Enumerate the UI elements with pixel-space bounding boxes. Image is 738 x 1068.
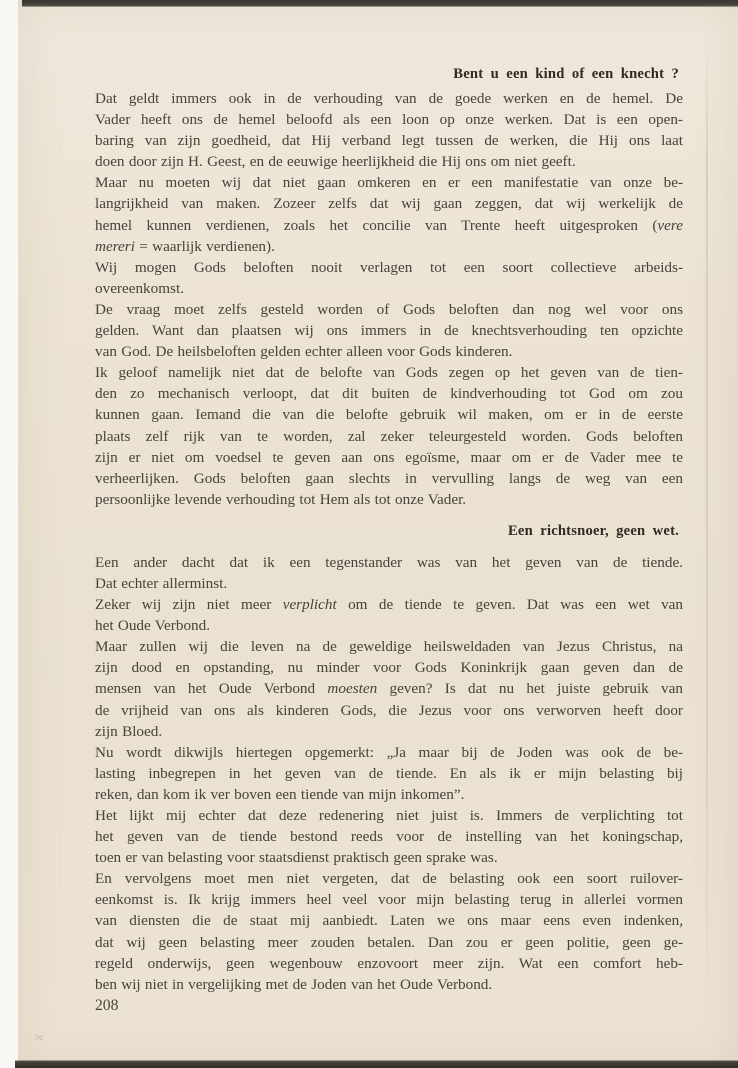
top-edge-shadow xyxy=(22,0,738,7)
text-line xyxy=(95,362,683,383)
text-line xyxy=(95,257,683,278)
text-line xyxy=(95,341,683,362)
text-segment: langrijkheid van maken. Zozeer zelfs dat wij gaan zeggen, dat wij werkelijk de xyxy=(95,195,683,213)
text-line xyxy=(95,215,683,236)
text-line xyxy=(95,784,683,805)
text-segment: zijn er niet om voedsel te geven aan ons egoïsme, maar om er de Vader mee te xyxy=(95,448,683,466)
italic-text-segment: verplicht xyxy=(282,596,337,614)
text-segment: den zo mechanisch verloopt, dat dit buiten de kindverhouding tot God om zou xyxy=(95,385,683,403)
paragraph xyxy=(95,594,683,636)
text-segment: verheerlijken. Gods beloften gaan slechts in vervulling langs de weg van een xyxy=(95,469,683,487)
text-segment: hemel kunnen verdienen, zoals het concilie van Trente heeft uitgesproken ( xyxy=(95,216,658,234)
text-line xyxy=(95,426,683,447)
text-segment: baring van zijn goedheid, dat Hij verband legt tussen de werken, die Hij ons laat xyxy=(95,132,683,150)
text-line xyxy=(95,489,683,510)
text-line xyxy=(95,678,683,699)
text-segment: Vader heeft ons de hemel beloofd als een loon op onze werken. Dat is een open- xyxy=(95,111,683,129)
text-segment: toen er van belasting voor staatsdienst praktisch geen sprake was. xyxy=(95,849,498,867)
text-segment: zijn dood en opstanding, nu minder voor Gods Koninkrijk gaan geven dan de xyxy=(95,659,683,677)
text-segment: Nu wordt dikwijls hiertegen opgemerkt: „Ja maar bij de Joden was ook de be- xyxy=(95,743,683,761)
paragraph xyxy=(95,257,683,299)
text-line xyxy=(95,932,683,953)
paragraph xyxy=(95,805,683,868)
text-line xyxy=(95,383,683,404)
page-crease xyxy=(706,40,708,1038)
text-line xyxy=(95,552,683,573)
text-line xyxy=(95,151,683,172)
text-segment: gelden. Want dan plaatsen wij ons immers in de knechtsverhouding ten opzichte xyxy=(95,322,683,340)
text-segment: plaats zelf rijk van te worden, zal zeker teleurgesteld worden. Gods beloften xyxy=(95,427,683,445)
text-line xyxy=(95,721,683,742)
section-heading: Een richtsnoer, geen wet. xyxy=(507,522,679,539)
paragraph xyxy=(95,299,683,362)
text-line xyxy=(95,847,683,868)
text-segment: Ik geloof namelijk niet dat de belofte van Gods zegen op het geven van de tien- xyxy=(95,364,683,382)
section-heading: Bent u een kind of een knecht ? xyxy=(453,66,679,82)
bottom-edge-shadow xyxy=(15,1060,738,1068)
italic-text-segment: vere xyxy=(657,216,683,234)
text-line xyxy=(95,742,683,763)
paragraph xyxy=(95,362,683,510)
text-column xyxy=(95,64,683,1016)
text-segment: Dat echter allerminst. xyxy=(95,574,228,592)
text-segment: om de tiende te geven. Dat was een wet van xyxy=(336,596,683,614)
text-line xyxy=(95,172,683,193)
text-line xyxy=(95,868,683,889)
text-flow xyxy=(95,64,683,995)
text-segment: van God. De heilsbeloften gelden echter alleen voor Gods kinderen. xyxy=(95,343,513,361)
text-line xyxy=(95,763,683,784)
text-line xyxy=(95,615,683,636)
text-segment: Een ander dacht dat ik een tegenstander was van het geven van de tiende. xyxy=(95,553,683,571)
text-segment: Dat geldt immers ook in de verhouding van de goede werken en de hemel. De xyxy=(95,90,683,107)
text-line xyxy=(95,953,683,974)
paragraph xyxy=(95,868,683,995)
text-segment: lasting inbegrepen in het geven van de tiende. En als ik er mijn belasting bij xyxy=(95,764,683,782)
text-segment: overeenkomst. xyxy=(95,279,184,297)
text-line xyxy=(95,910,683,931)
text-segment: Het lijkt mij echter dat deze redenering niet juist is. Immers de verplichting tot xyxy=(95,807,683,824)
text-line xyxy=(95,594,683,615)
paragraph xyxy=(95,552,683,594)
paragraph xyxy=(95,742,683,805)
text-segment: eenkomst is. Ik krijg immers heel veel voor mijn belasting terug in allerlei vormen xyxy=(95,891,683,909)
text-segment: Maar nu moeten wij dat niet gaan omkeren en er een manifestatie van onze be- xyxy=(95,174,683,192)
text-segment: dat wij geen belasting meer zouden betalen. Dan zou er geen politie, geen ge- xyxy=(95,933,683,951)
text-line xyxy=(95,404,683,425)
text-line xyxy=(95,447,683,468)
italic-text-segment: mereri xyxy=(95,237,135,255)
text-segment: zijn Bloed. xyxy=(95,722,163,740)
text-line xyxy=(95,468,683,489)
text-line xyxy=(95,889,683,910)
text-segment: het Oude Verbond. xyxy=(95,617,211,635)
page-number: 208 xyxy=(95,996,119,1014)
text-line xyxy=(95,278,683,299)
text-segment: geven? Is dat nu het juiste gebruik van xyxy=(377,680,683,698)
text-segment: de vrijheid van ons als kinderen Gods, die Jezus voor ons verworven heeft door xyxy=(95,701,683,719)
text-line xyxy=(95,700,683,721)
text-line xyxy=(95,636,683,657)
text-segment: het geven van de tiende bestond reeds voor de instelling van het koningschap, xyxy=(95,828,683,846)
italic-text-segment: moesten xyxy=(327,680,378,698)
text-line xyxy=(95,236,683,257)
text-segment: kunnen gaan. Iemand die van die belofte gebruik wil maken, om er in de eerste xyxy=(95,406,683,424)
text-segment: Zeker wij zijn niet meer xyxy=(95,596,283,614)
paragraph xyxy=(95,88,683,172)
text-line xyxy=(95,657,683,678)
text-line xyxy=(95,109,683,130)
pencil-mark xyxy=(32,1032,45,1044)
text-line xyxy=(95,88,683,109)
text-segment: doen door zijn H. Geest, en de eeuwige heerlijkheid die Hij ons om niet geeft. xyxy=(95,153,576,171)
text-segment: Wij mogen Gods beloften nooit verlagen tot een soort collectieve arbeids- xyxy=(95,258,683,276)
text-line xyxy=(95,805,683,826)
text-segment: = waarlijk verdienen). xyxy=(134,237,275,255)
text-segment: Maar zullen wij die leven na de geweldige heilsweldaden van Jezus Christus, na xyxy=(95,638,683,656)
text-line xyxy=(95,826,683,847)
text-line xyxy=(95,974,683,995)
text-line xyxy=(95,130,683,151)
paragraph xyxy=(95,636,683,741)
text-line xyxy=(95,320,683,341)
text-segment: ben wij niet in vergelijking met de Joden van het Oude Verbond. xyxy=(95,975,493,993)
text-segment: mensen van het Oude Verbond xyxy=(95,680,328,698)
text-line xyxy=(95,573,683,594)
text-segment: regeld onderwijs, geen wegenbouw enzovoort meer zijn. Wat een comfort heb- xyxy=(95,954,683,972)
text-line xyxy=(95,299,683,320)
text-segment: persoonlijke levende verhouding tot Hem als tot onze Vader. xyxy=(95,490,467,508)
paragraph xyxy=(95,172,683,256)
text-segment: En vervolgens moet men niet vergeten, dat de belasting ook een soort ruilover- xyxy=(95,870,683,888)
text-segment: van diensten die de staat mij aanbiedt. Laten we ons maar eens even indenken, xyxy=(95,912,683,930)
text-segment: De vraag moet zelfs gesteld worden of Gods beloften dan nog wel voor ons xyxy=(95,300,683,318)
text-line xyxy=(95,193,683,214)
text-segment: reken, dan kom ik ver boven een tiende van mijn inkomen”. xyxy=(95,785,465,803)
